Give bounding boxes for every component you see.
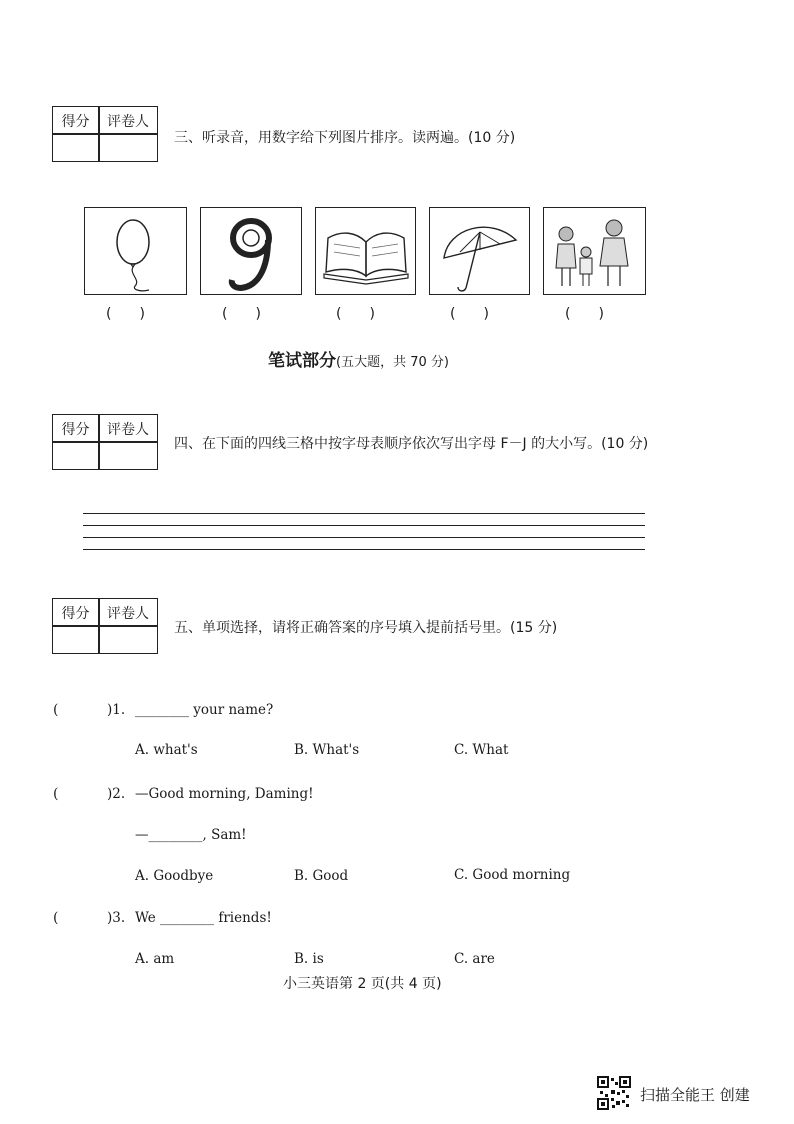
question-3-stem: We ________ friends!: [135, 910, 272, 926]
question-1-stem: ________ your name?: [135, 702, 274, 718]
question-1-option-c[interactable]: C. What: [454, 742, 509, 758]
guide-line-4: [83, 549, 645, 550]
section4-title: 四、在下面的四线三格中按字母表顺序依次写出字母 F－J 的大小写。(10 分): [174, 436, 649, 452]
answer-paren-2[interactable]: ( ): [222, 306, 261, 322]
question-1-option-a[interactable]: A. what's: [135, 742, 198, 758]
umbrella-icon: [430, 208, 530, 293]
score-box-section3: [52, 106, 158, 162]
score-label: 得分: [61, 606, 90, 622]
guide-line-2: [83, 525, 645, 526]
written-part-heading: [268, 346, 449, 371]
written-part-subtitle: (五大题，共 70 分): [336, 355, 449, 370]
family-picture: [543, 207, 646, 295]
grader-label: 评卷人: [107, 606, 149, 622]
section5-title: 五、单项选择，请将正确答案的序号填入提前括号里。(15 分): [174, 620, 558, 636]
page-footer: 小三英语第 2 页(共 4 页): [283, 976, 442, 992]
question-2-option-a[interactable]: A. Goodbye: [135, 868, 214, 884]
grader-label: 评卷人: [107, 114, 149, 130]
guide-line-1: [83, 513, 645, 514]
written-part-title: 笔试部分: [268, 351, 336, 371]
number-nine-icon: [201, 208, 301, 293]
question-2-paren[interactable]: (: [53, 786, 59, 802]
balloon-picture: [84, 207, 187, 295]
grader-label: 评卷人: [107, 422, 149, 438]
question-2-option-c[interactable]: C. Good morning: [454, 867, 571, 883]
section3-title: 三、听录音，用数字给下列图片排序。读两遍。(10 分): [174, 130, 516, 146]
qr-code-icon: [597, 1076, 631, 1110]
family-icon: [544, 208, 644, 293]
question-2-reply: —________, Sam!: [135, 827, 247, 843]
nine-picture: [200, 207, 302, 295]
question-3-paren[interactable]: (: [53, 910, 59, 926]
score-box-section4: [52, 414, 158, 470]
question-3-number: )3.: [107, 910, 126, 926]
question-2-option-b[interactable]: B. Good: [294, 868, 349, 884]
score-label: 得分: [61, 422, 90, 438]
question-2-stem: —Good morning, Daming!: [135, 786, 314, 802]
question-1-paren[interactable]: (: [53, 702, 59, 718]
umbrella-picture: [429, 207, 530, 295]
score-box-section5: [52, 598, 158, 654]
answer-paren-4[interactable]: ( ): [450, 306, 489, 322]
question-3-option-c[interactable]: C. are: [454, 951, 495, 967]
balloon-icon: [85, 208, 185, 293]
question-3-option-b[interactable]: B. is: [294, 951, 324, 967]
scanner-brand: 扫描全能王 创建: [640, 1086, 750, 1104]
question-3-option-a[interactable]: A. am: [135, 951, 175, 967]
answer-paren-5[interactable]: ( ): [565, 306, 604, 322]
guide-line-3: [83, 537, 645, 538]
answer-paren-3[interactable]: ( ): [336, 306, 375, 322]
book-picture: [315, 207, 416, 295]
question-1-option-b[interactable]: B. What's: [294, 742, 360, 758]
question-2-number: )2.: [107, 786, 126, 802]
score-label: 得分: [61, 114, 90, 130]
open-book-icon: [316, 208, 416, 293]
answer-paren-1[interactable]: ( ): [106, 306, 145, 322]
question-1-number: )1.: [107, 702, 126, 718]
